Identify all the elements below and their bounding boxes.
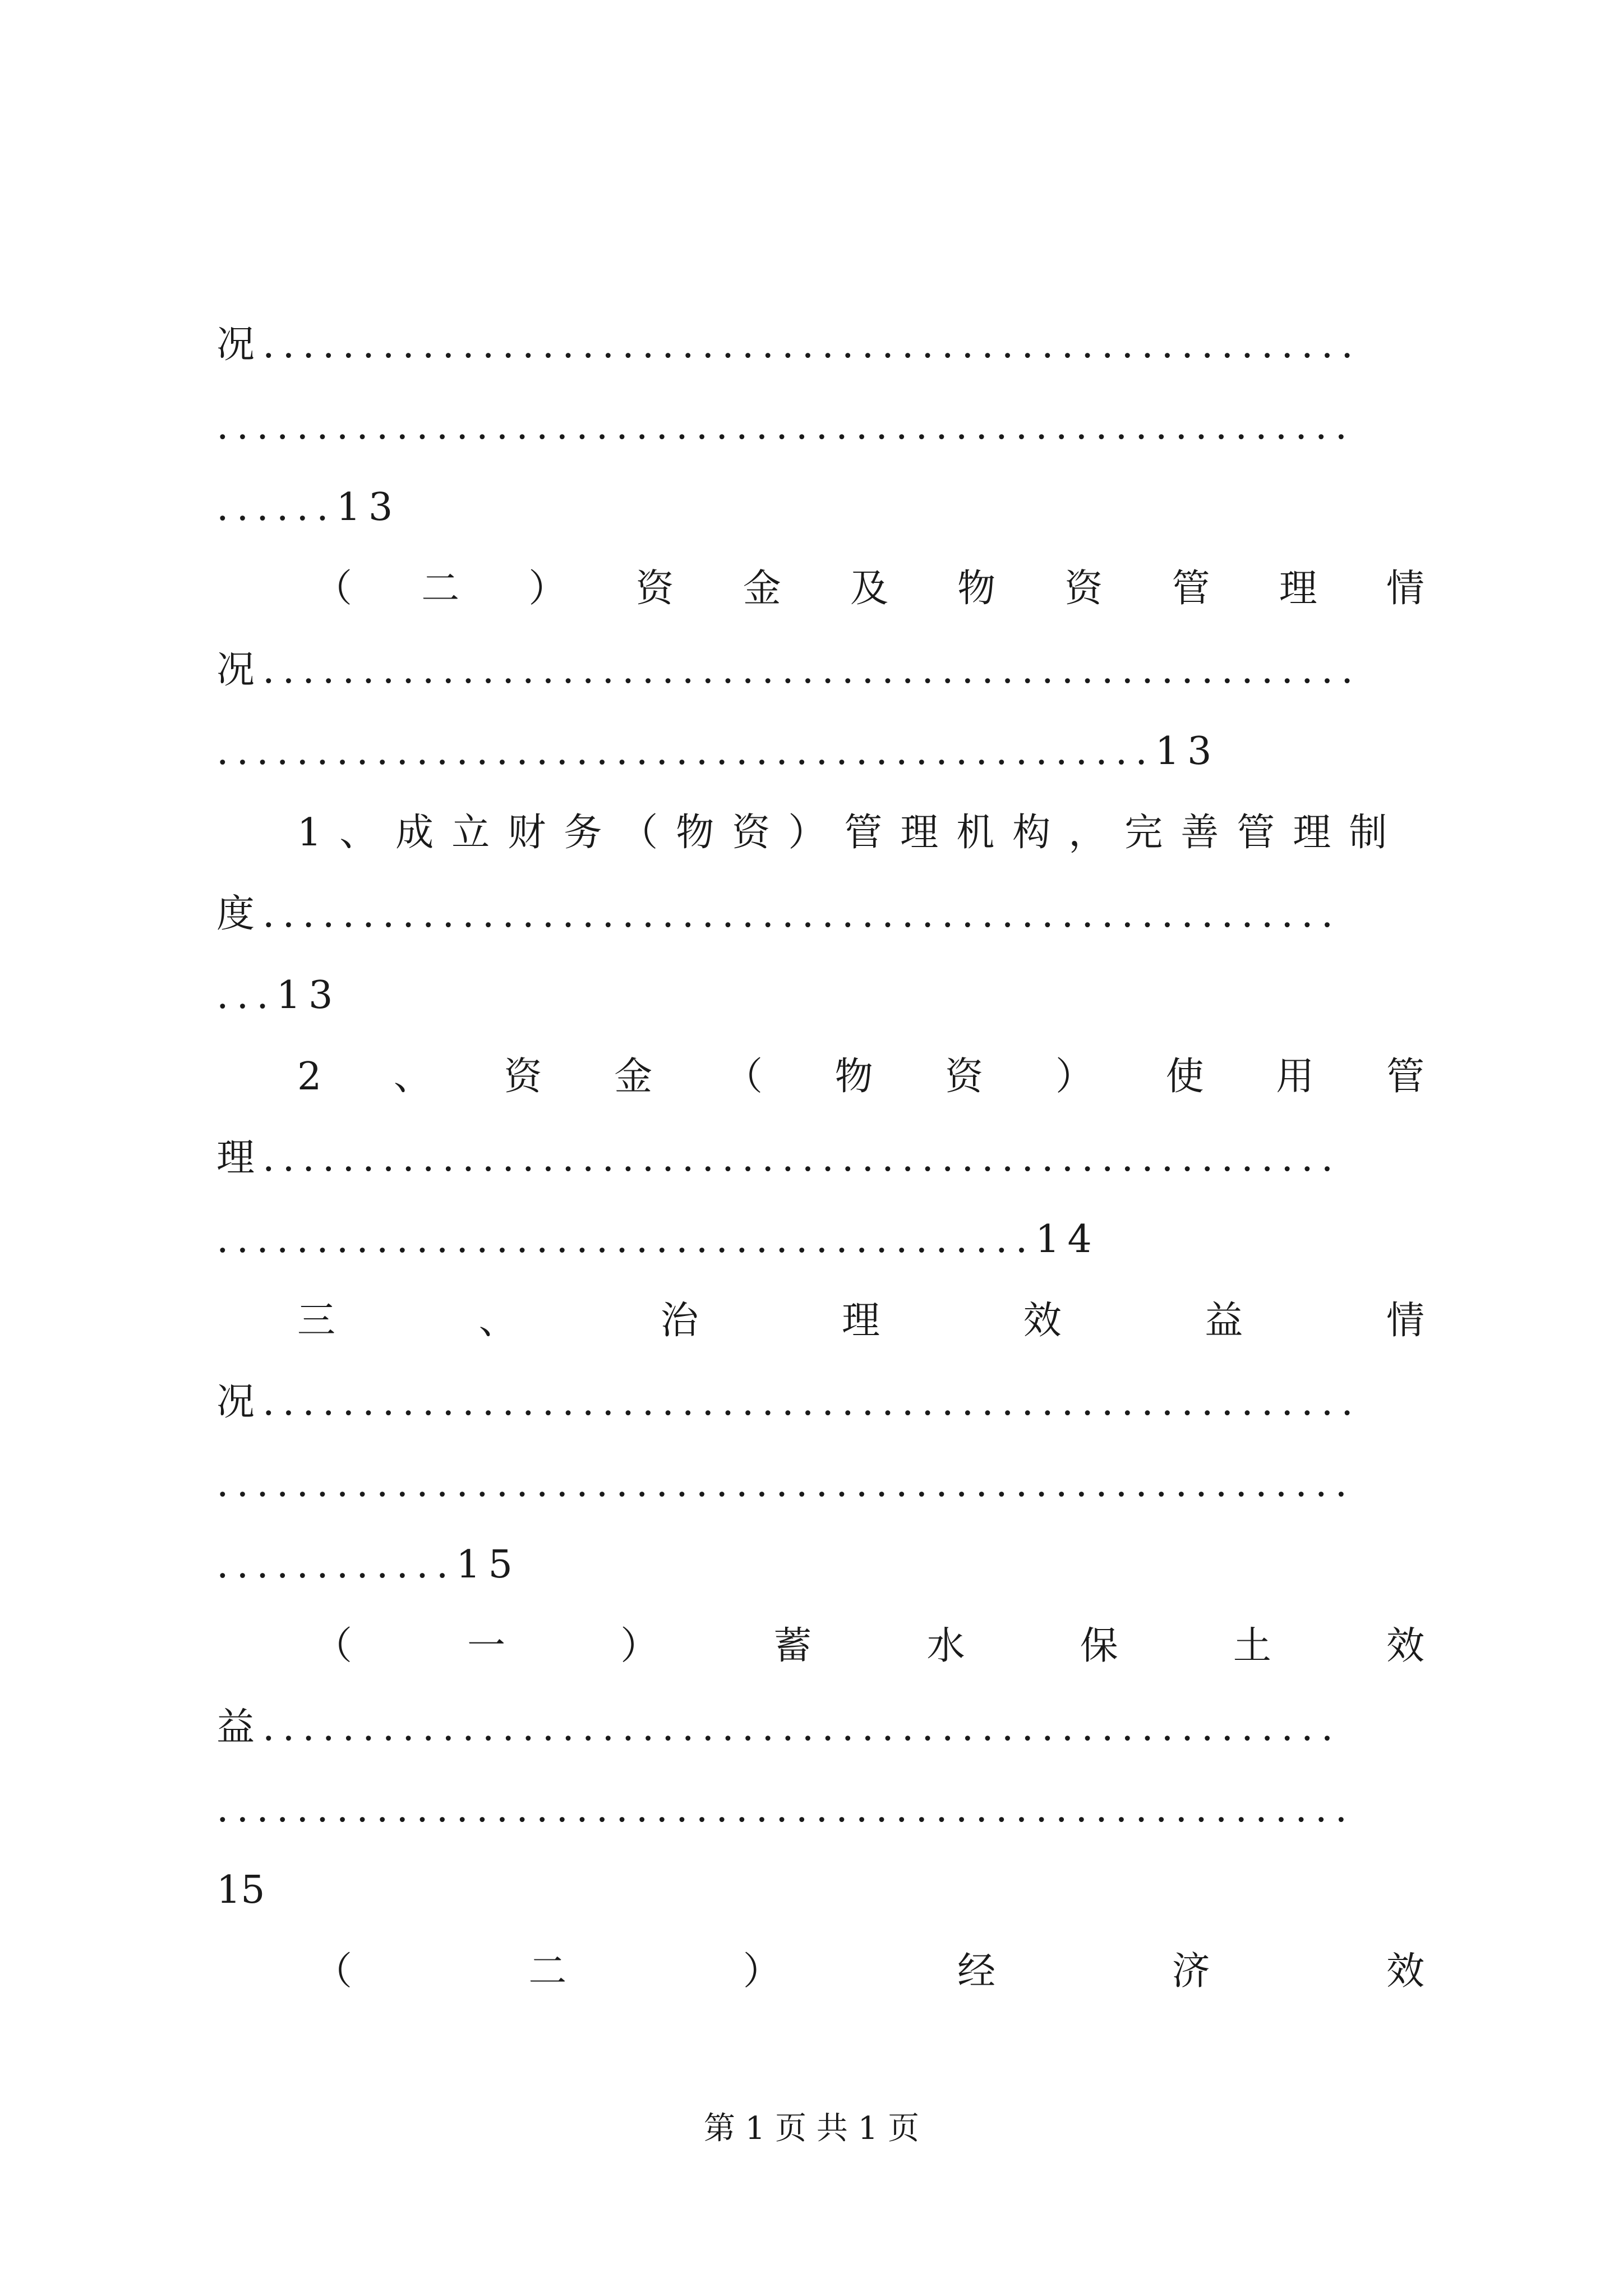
toc-heading-line [297, 1043, 1424, 1111]
toc-char: 物 [957, 567, 996, 611]
toc-heading-line [314, 555, 1424, 623]
toc-char: 治 [660, 1299, 699, 1343]
toc-char: （ [314, 1624, 353, 1668]
toc-char: 济 [1172, 1949, 1210, 1994]
toc-char: 效 [1023, 1299, 1062, 1343]
toc-char: 效 [1386, 1624, 1424, 1668]
toc-line: .........................................14 [216, 1217, 1100, 1262]
page-footer: 第 1 页 共 1 页 [703, 2110, 920, 2147]
toc-char: 二 [421, 567, 460, 611]
toc-line: 况....................................................... [216, 323, 1361, 367]
toc-char: 资 [1064, 567, 1103, 611]
toc-char: 、 [478, 1299, 517, 1343]
toc-char: ） [1055, 1055, 1094, 1099]
toc-char: ） [743, 1949, 781, 1994]
toc-char: ） [620, 1624, 659, 1668]
toc-char: 情 [1386, 567, 1424, 611]
toc-char: （ [314, 567, 353, 611]
toc-char: 管 [1386, 1055, 1424, 1099]
toc-char: 用 [1276, 1055, 1315, 1099]
toc-line: ......13 [216, 485, 401, 530]
toc-char: 资 [504, 1055, 542, 1099]
toc-char: 理 [841, 1299, 880, 1343]
toc-char: 水 [926, 1624, 965, 1668]
toc-char: ） [528, 567, 567, 611]
toc-char: （ [724, 1055, 763, 1099]
toc-char: 保 [1080, 1624, 1118, 1668]
toc-char: 金 [743, 567, 781, 611]
toc-char: 管 [1172, 567, 1210, 611]
toc-line: 益...................................................... [216, 1705, 1341, 1750]
toc-char: 资 [945, 1055, 984, 1099]
toc-line: ...............................................13 [216, 729, 1220, 774]
toc-line: ............15 [216, 1543, 520, 1587]
toc-line: 理...................................................... [216, 1136, 1341, 1180]
toc-line: ......................................................... [216, 1461, 1355, 1506]
toc-char: 理 [1279, 567, 1317, 611]
toc-line: 度...................................................... [216, 892, 1341, 936]
toc-char: 蓄 [773, 1624, 812, 1668]
toc-line: ......................................................... [216, 1787, 1355, 1831]
toc-char: 一 [467, 1624, 506, 1668]
toc-heading-line: 1、成立财务（物资）管理机构，完善管理制 [297, 811, 1405, 855]
toc-char: 益 [1205, 1299, 1243, 1343]
toc-line: 况....................................................... [216, 1380, 1361, 1424]
toc-line: 况....................................................... [216, 648, 1361, 692]
toc-line: ...13 [216, 973, 341, 1018]
toc-line: ......................................................... [216, 404, 1355, 448]
toc-heading-line [314, 1613, 1424, 1680]
toc-heading-line [314, 1938, 1424, 2005]
toc-heading-line [297, 1287, 1424, 1355]
toc-char: 使 [1165, 1055, 1204, 1099]
toc-char: 二 [528, 1949, 567, 1994]
toc-char: 金 [614, 1055, 653, 1099]
toc-char: 2 [297, 1055, 322, 1099]
toc-char: 三 [297, 1299, 336, 1343]
toc-char: 经 [957, 1949, 996, 1994]
toc-char: 物 [834, 1055, 873, 1099]
toc-char: 资 [635, 567, 674, 611]
toc-char: 效 [1386, 1949, 1424, 1994]
toc-char: 及 [850, 567, 888, 611]
toc-char: 情 [1386, 1299, 1424, 1343]
toc-char: 、 [393, 1055, 432, 1099]
toc-line: 15 [216, 1868, 265, 1912]
toc-char: 土 [1233, 1624, 1271, 1668]
toc-char: （ [314, 1949, 353, 1994]
